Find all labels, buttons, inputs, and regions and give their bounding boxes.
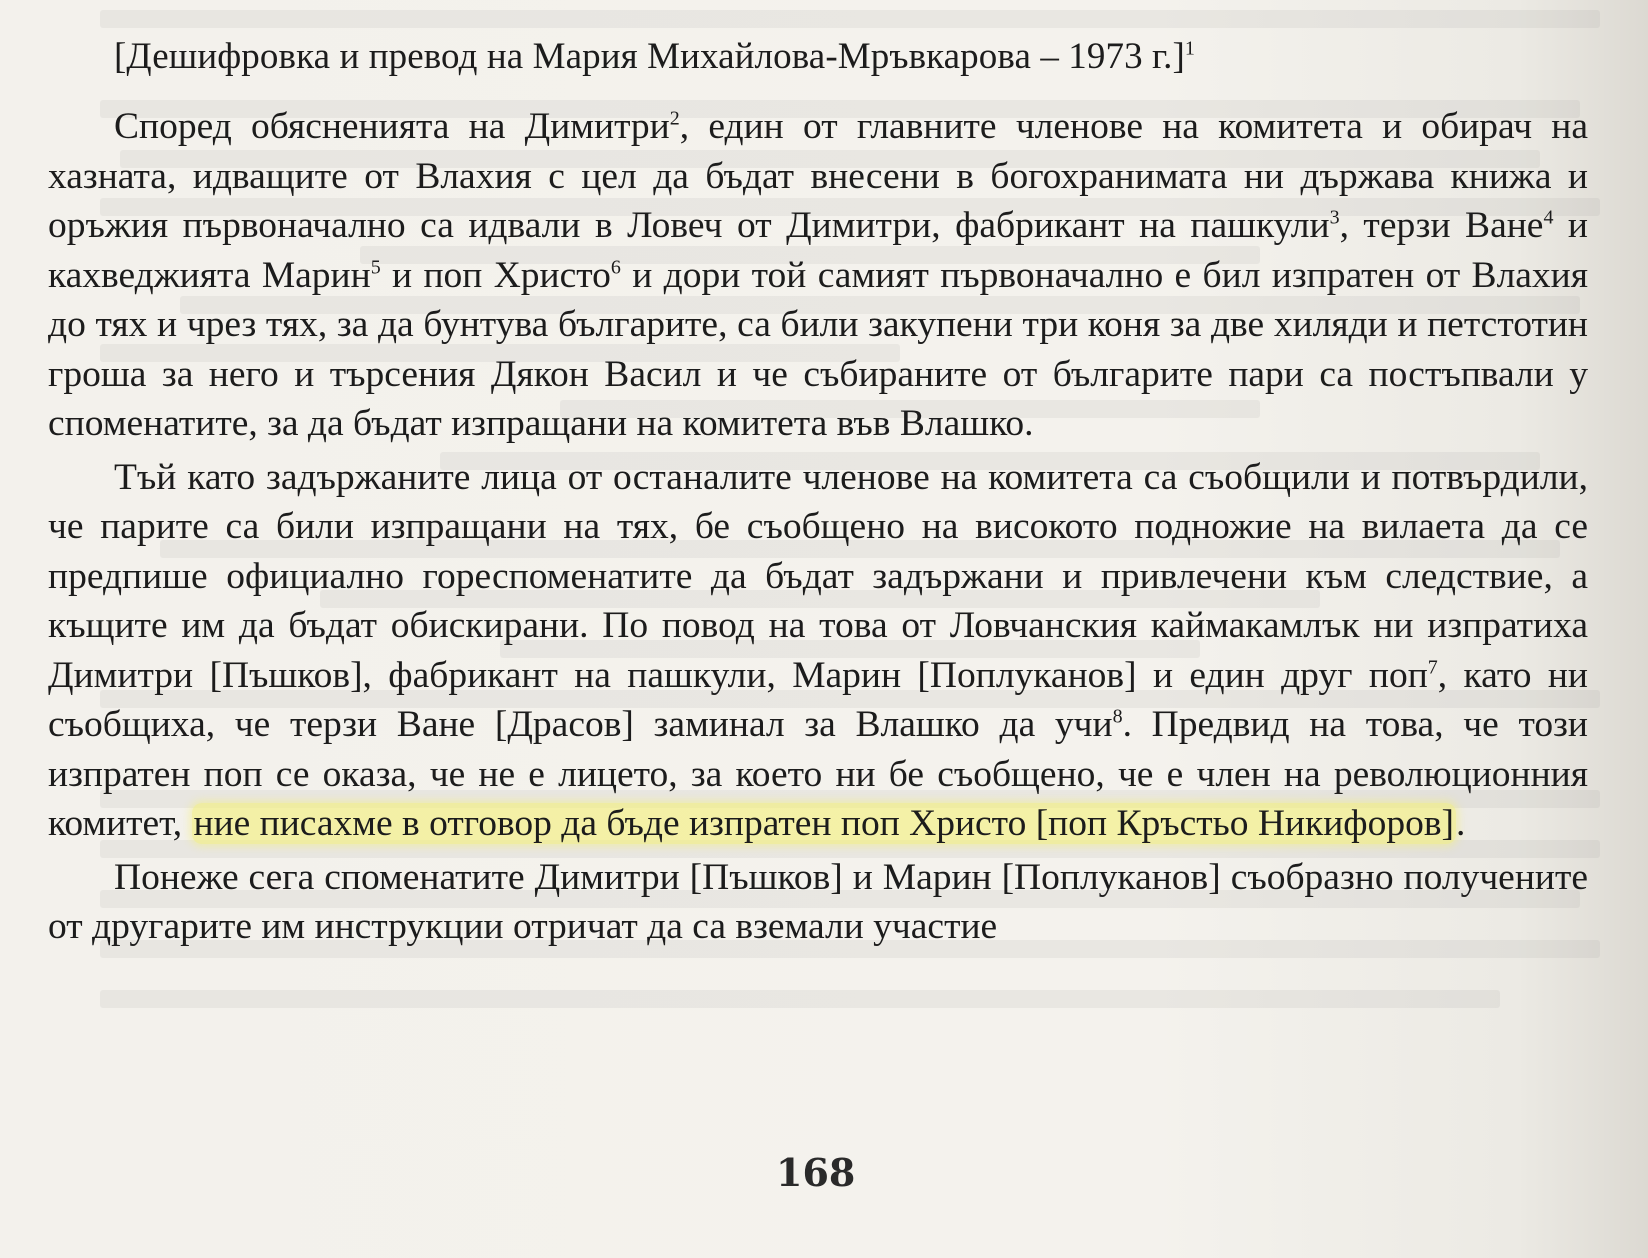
header-text: [Дешифровка и превод на Мария Михайлова-Мръвкарова – 1973 г.] — [114, 36, 1185, 77]
paragraph-text: Тъй като задържаните лица от останалите членове на комитета са съобщили и потвърдили, че парите са били изпращани на тях, бе съобщено на високото подножие на вилаета да се предпише официално гореспоменатите да бъдат задържани и привлечени към следствие, а къщите им да бъдат обискирани. По повод на това от Ловчанския каймакамлък ни изпратиха Димитри [Пъшков], фабрикант на пашкули, Марин [Поплуканов] и един друг поп — [48, 456, 1588, 696]
paragraph-text: , като ни съобщиха, че терзи Ване [Драсов] заминал за Влашко да учи — [48, 654, 1588, 745]
paragraph — [48, 102, 1588, 449]
paragraph-text: и дори той самият първоначално е бил изпратен от Влахия до тях и чрез тях, за да бунтува българите, са били закупени три коня за две хиляди и петстотин гроша за него и търсения Дякон Васил и че събираните от българите пари са постъпвали у споменатите, за да бъдат изпращани на комитета във Влашко. — [48, 254, 1588, 444]
page-number: 168 — [776, 1150, 856, 1195]
paragraph — [48, 853, 1588, 952]
paragraph-text: , един от главните членове на комитета и обирач на хазната, идващите от Влахия с цел да бъдат внесени в богохранимата ни държава книжа и оръжия първоначално са идвали в Ловеч от Димитри, фабрикант на пашкули — [48, 106, 1589, 246]
paragraph-text: . — [1456, 803, 1466, 844]
footnote-ref: 7 — [1427, 656, 1438, 678]
footnote-ref: 8 — [1112, 705, 1123, 728]
paragraph-text: Според обясненията на Димитри — [114, 106, 670, 147]
paragraph-text: . Предвид на това, че този изпратен поп се оказа, че не е лицето, за което ни бе съобщено, че е член на революционния комитет, — [48, 704, 1588, 844]
footnote-ref: 5 — [370, 256, 381, 278]
footnote-ref: 1 — [1184, 37, 1196, 60]
footnote-ref: 4 — [1543, 206, 1554, 229]
paragraph-text: , терзи Ване — [1339, 205, 1544, 246]
paragraph-text: и кахведжията Марин — [48, 205, 1589, 296]
footnote-ref: 3 — [1329, 206, 1340, 229]
footnote-ref: 2 — [669, 107, 680, 130]
paragraph-text: Понеже сега споменатите Димитри [Пъшков] и Марин [Поплуканов] съобразно получените от другарите им инструкции отричат да са вземали участие — [48, 856, 1588, 947]
footnote-ref: 6 — [610, 256, 621, 278]
paragraph-text: и поп Христо — [380, 254, 611, 296]
paragraph — [48, 453, 1588, 849]
page-content — [48, 22, 1588, 956]
highlighted-text: ние писахме в отговор да бъде изпратен поп Христо [поп Кръстьо Никифоров] — [193, 803, 1455, 844]
document-header — [114, 34, 1588, 80]
